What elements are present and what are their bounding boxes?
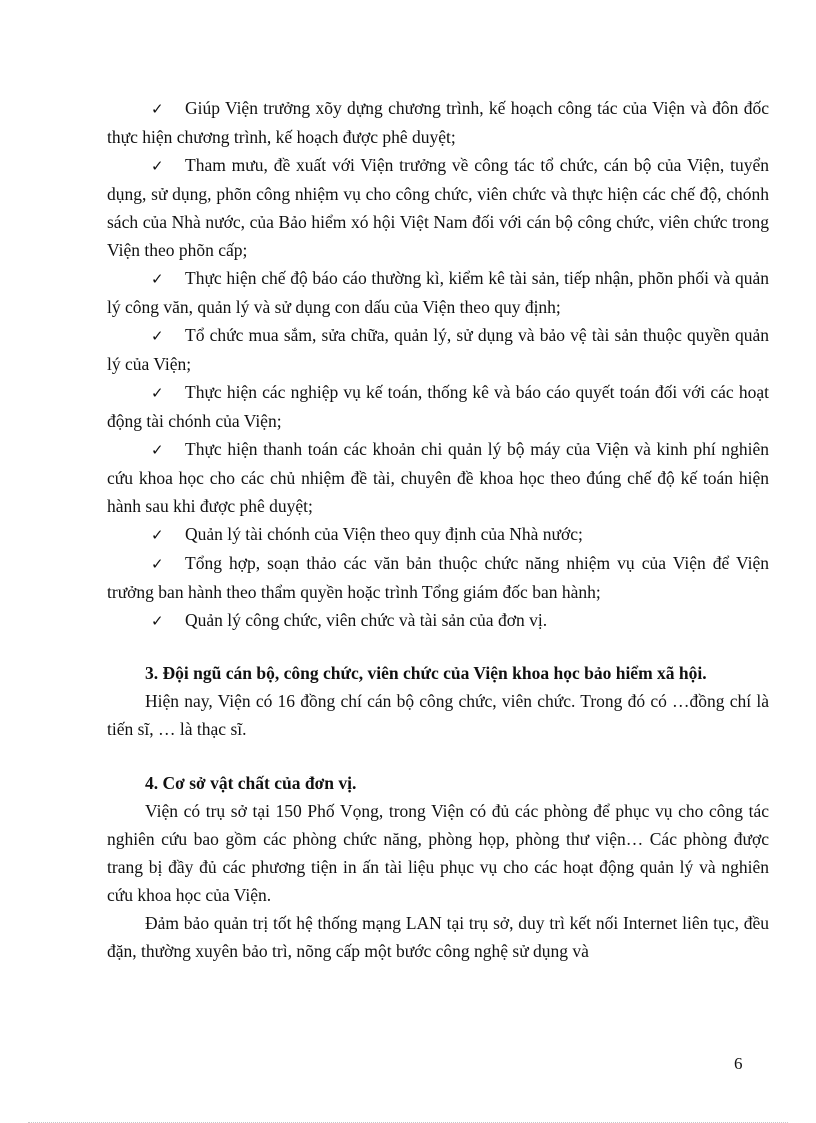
section-paragraph: Đảm bảo quản trị tốt hệ thống mạng LAN tại trụ sở, duy trì kết nối Internet liên tục, đều đặn, thường xuyên bảo trì, nõng cấp một bước công nghệ sử dụng và — [107, 913, 769, 961]
bullet-item — [107, 151, 769, 264]
bullet-item — [107, 549, 769, 606]
bullet-item — [107, 94, 769, 151]
section-heading: 4. Cơ sở vật chất của đơn vị. — [145, 773, 357, 793]
checkmark-icon: ✓ — [151, 384, 164, 402]
bullet-item — [107, 435, 769, 520]
checkmark-icon: ✓ — [151, 526, 164, 544]
bullet-item — [107, 378, 769, 435]
checkmark-icon: ✓ — [151, 270, 164, 288]
bullet-item — [107, 264, 769, 321]
bullet-text: Giúp Viện trưởng xõy dựng chương trình, kế hoạch công tác của Viện và đôn đốc thực hiện chương trình, kế hoạch được phê duyệt; — [107, 98, 769, 147]
bullet-text: Quản lý tài chónh của Viện theo quy định của Nhà nước; — [185, 524, 583, 544]
section-facilities — [107, 769, 769, 965]
section-staff — [107, 659, 769, 743]
checkmark-icon: ✓ — [151, 612, 164, 630]
spacer — [107, 743, 769, 769]
page-number: 6 — [734, 1054, 743, 1073]
spacer — [107, 635, 769, 659]
section-paragraph: Viện có trụ sở tại 150 Phố Vọng, trong Viện có đủ các phòng để phục vụ cho công tác nghiên cứu bao gồm các phòng chức năng, phòng họp, phòng thư viện… Các phòng được trang bị đầy đủ các phương tiện in ấn tài liệu phục vụ cho các hoạt động quản lý và nghiên cứu khoa học của Viện. — [107, 801, 769, 905]
bullet-text: Thực hiện các nghiệp vụ kế toán, thống kê và báo cáo quyết toán đối với các hoạt động tài chónh của Viện; — [107, 382, 769, 431]
bullet-text: Thực hiện thanh toán các khoản chi quản lý bộ máy của Viện và kinh phí nghiên cứu khoa học cho các chủ nhiệm đề tài, chuyên đề khoa học theo đúng chế độ kế toán hiện hành sau khi được phê duyệt; — [107, 439, 769, 516]
bullet-text: Quản lý công chức, viên chức và tài sản của đơn vị. — [185, 610, 548, 630]
bullet-text: Thực hiện chế độ báo cáo thường kì, kiểm kê tài sản, tiếp nhận, phõn phối và quản lý công văn, quản lý và sử dụng con dấu của Viện theo quy định; — [107, 268, 769, 317]
checkmark-icon: ✓ — [151, 441, 164, 459]
bullet-item — [107, 606, 769, 635]
page-body — [107, 94, 769, 965]
bullet-text: Tổ chức mua sắm, sửa chữa, quản lý, sử dụng và bảo vệ tài sản thuộc quyền quản lý của Viện; — [107, 325, 769, 374]
section-paragraph: Hiện nay, Viện có 16 đồng chí cán bộ công chức, viên chức. Trong đó có …đồng chí là tiến sĩ, … là thạc sĩ. — [107, 691, 769, 739]
checkmark-icon: ✓ — [151, 100, 164, 118]
checkmark-icon: ✓ — [151, 327, 164, 345]
section-heading: 3. Đội ngũ cán bộ, công chức, viên chức của Viện khoa học bảo hiểm xã hội. — [145, 663, 707, 683]
bullet-item — [107, 321, 769, 378]
checkmark-icon: ✓ — [151, 157, 164, 175]
bullet-text: Tham mưu, đề xuất với Viện trưởng về công tác tổ chức, cán bộ của Viện, tuyển dụng, sử dụng, phõn công nhiệm vụ cho công chức, viên chức và thực hiện các chế độ, chónh sách của Nhà nước, của Bảo hiểm xó hội Việt Nam đối với cán bộ công chức, viên chức trong Viện theo phõn cấp; — [107, 155, 769, 260]
bullet-text: Tổng hợp, soạn thảo các văn bản thuộc chức năng nhiệm vụ của Viện để Viện trưởng ban hành theo thẩm quyền hoặc trình Tổng giám đốc ban hành; — [107, 553, 769, 602]
bullet-item — [107, 520, 769, 549]
bullet-list — [107, 94, 769, 635]
checkmark-icon: ✓ — [151, 555, 164, 573]
